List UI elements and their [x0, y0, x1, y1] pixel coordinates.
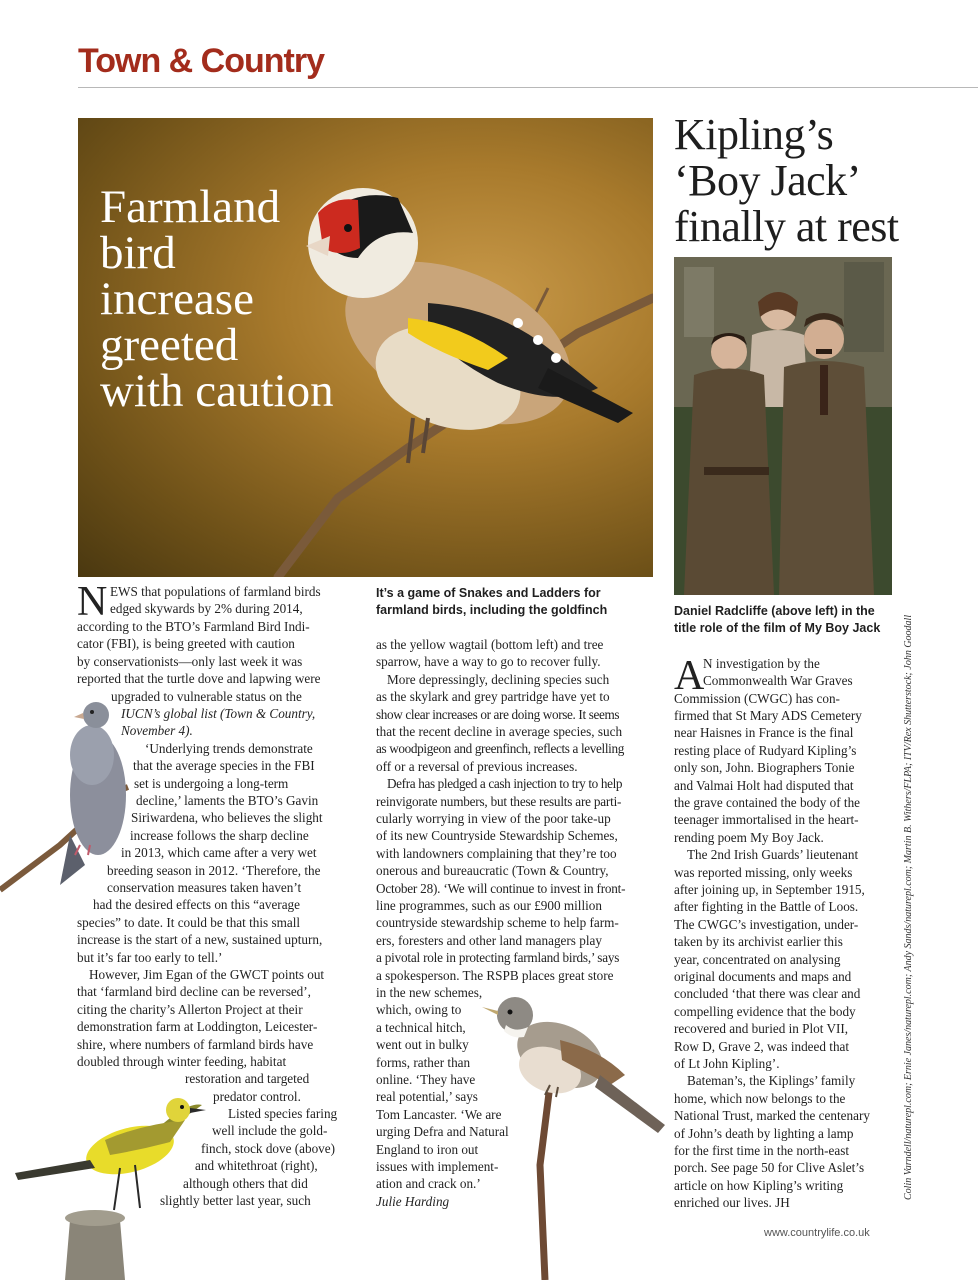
body-line: only son, John. Biographers Tonie	[674, 760, 855, 775]
body-line: slightly better last year, such	[160, 1193, 311, 1208]
body-line: for the first time in the north-east	[674, 1143, 850, 1158]
side-headline-line: Kipling’s	[674, 110, 834, 159]
body-line: of Lt John Kipling’.	[674, 1056, 780, 1071]
body-line: show clear increases or are doing worse. It seems	[376, 707, 620, 722]
body-line: sparrow, have a way to go to recover fully.	[376, 654, 601, 669]
body-line: Tom Lancaster. ‘We are	[376, 1107, 502, 1122]
body-line: a spokesperson. The RSPB places great store	[376, 968, 614, 983]
body-line: IUCN’s global list (Town & Country,	[121, 706, 316, 721]
body-line: set is undergoing a long-term	[134, 776, 289, 791]
body-line: issues with implement-	[376, 1159, 499, 1174]
main-headline-line: bird	[100, 227, 176, 279]
body-line: enriched our lives. JH	[674, 1195, 790, 1210]
body-line: as the yellow wagtail (bottom left) and tree	[376, 637, 604, 652]
body-line: which, owing to	[376, 1002, 462, 1017]
body-line: of John’s death by lighting a lamp	[674, 1126, 854, 1141]
body-line: original documents and maps and	[674, 969, 852, 984]
main-headline-line: with caution	[100, 365, 334, 417]
body-line: porch. See page 50 for Clive Aslet’s	[674, 1160, 865, 1175]
body-line: in the new schemes,	[376, 985, 483, 1000]
body-line: The CWGC’s investigation, under-	[674, 917, 859, 932]
body-line: However, Jim Egan of the GWCT points out	[89, 967, 325, 982]
body-line: the grave contained the body of the	[674, 795, 861, 810]
whitethroat-illustration	[480, 985, 670, 1280]
body-line: line programmes, such as our £900 million	[376, 898, 602, 913]
body-line: teenager immortalised in the heart-	[674, 812, 859, 827]
body-line: after fighting in the Battle of Loos.	[674, 899, 859, 914]
body-line: after joining up, in September 1915,	[674, 882, 865, 897]
body-line: a technical hitch,	[376, 1020, 466, 1035]
body-line: near Haisnes in France is the final	[674, 725, 854, 740]
body-line: and whitethroat (right),	[195, 1158, 318, 1173]
photo-credits: Colin Varndell/naturepl.com; Ernie Janes/naturepl.com; Andy Sands/naturepl.com; Martin B. Withers/FLPA; ITV/Rex Shutterstock; John Goodall	[903, 614, 914, 1200]
body-line: taken by its archivist earlier this	[674, 934, 843, 949]
body-line: shire, where numbers of farmland birds have	[77, 1037, 314, 1052]
body-line: conservation measures taken haven’t	[107, 880, 302, 895]
body-line: National Trust, marked the centenary	[674, 1108, 870, 1123]
side-headline	[674, 112, 934, 250]
body-line: breeding season in 2012. ‘Therefore, the	[107, 863, 321, 878]
body-line: Listed species faring	[228, 1106, 338, 1121]
body-line: Row D, Grave 2, was indeed that	[674, 1039, 850, 1054]
body-line: was reported missing, only weeks	[674, 865, 853, 880]
body-line: reinvigorate numbers, but these results are parti-	[376, 794, 622, 809]
caption-line: farmland birds, including the goldfinch	[376, 603, 608, 617]
film-still-illustration	[674, 257, 892, 595]
body-line: edged skywards by 2% during 2014,	[110, 601, 303, 616]
body-line: restoration and targeted	[185, 1071, 310, 1086]
caption-line: title role of the film of My Boy Jack	[674, 621, 881, 635]
body-line: real potential,’ says	[376, 1089, 478, 1104]
body-line: had the desired effects on this “average	[93, 897, 301, 912]
body-line: online. ‘They have	[376, 1072, 476, 1087]
main-headline-line: increase	[100, 273, 254, 325]
body-line: cularly worrying in view of the poor take-up	[376, 811, 611, 826]
main-headline	[100, 181, 420, 417]
drop-cap: N	[77, 579, 108, 625]
body-line: Defra has pledged a cash injection to try to help	[387, 776, 623, 791]
caption-line: Daniel Radcliffe (above left) in the	[674, 604, 875, 618]
body-line: ation and crack on.’	[376, 1176, 481, 1191]
main-headline-line: greeted	[100, 319, 239, 371]
body-line: cator (FBI), is being greeted with caution	[77, 636, 295, 651]
body-line: citing the charity’s Allerton Project at their	[77, 1002, 303, 1017]
body-line: firmed that St Mary ADS Cemetery	[674, 708, 862, 723]
body-line: The 2nd Irish Guards’ lieutenant	[687, 847, 859, 862]
body-line: More depressingly, declining species such	[387, 672, 610, 687]
body-line: urging Defra and Natural	[376, 1124, 509, 1139]
body-line: reported that the turtle dove and lapwing were	[77, 671, 321, 686]
body-line: by conservationists—only last week it was	[77, 654, 303, 669]
body-line: species” to date. It could be that this small	[77, 915, 301, 930]
body-line: and Valmai Holt had disputed that	[674, 778, 854, 793]
body-line: a pivotal role in protecting farmland birds,’ says	[376, 950, 620, 965]
body-line: article on how Kipling’s writing	[674, 1178, 844, 1193]
body-line: EWS that populations of farmland birds	[110, 584, 321, 599]
main-headline-line: Farmland	[100, 181, 281, 233]
body-line: with landowners complaining that they’re too	[376, 846, 617, 861]
body-line: Bateman’s, the Kiplings’ family	[687, 1073, 856, 1088]
body-line: resting place of Rudyard Kipling’s	[674, 743, 857, 758]
body-line: as the skylark and grey partridge have yet to	[376, 689, 610, 704]
body-line: that the recent decline in average species, such	[376, 724, 623, 739]
body-line: October 28). ‘We will continue to invest in front-	[376, 881, 626, 896]
body-line: that the average species in the FBI	[133, 758, 315, 773]
body-line: ers, foresters and other land managers play	[376, 933, 602, 948]
caption-line: It’s a game of Snakes and Ladders for	[376, 586, 601, 600]
body-line: predator control.	[213, 1089, 301, 1104]
body-line: increase follows the sharp decline	[130, 828, 309, 843]
stock-dove-illustration	[0, 695, 130, 900]
body-line: finch, stock dove (above)	[201, 1141, 336, 1156]
body-line: ‘Underlying trends demonstrate	[145, 741, 313, 756]
body-line: off or a reversal of previous increases.	[376, 759, 578, 774]
body-line: countryside stewardship scheme to help farm-	[376, 915, 619, 930]
body-line: N investigation by the	[703, 656, 820, 671]
body-line: of its new Countryside Stewardship Schemes,	[376, 828, 618, 843]
body-line: home, which now belongs to the	[674, 1091, 846, 1106]
body-line: Commonwealth War Graves	[703, 673, 853, 688]
body-line: that ‘farmland bird decline can be reversed’,	[77, 984, 311, 999]
goldfinch-photo	[78, 118, 653, 577]
byline: Julie Harding	[376, 1194, 450, 1209]
body-line: onerous and bureaucratic (Town & Country,	[376, 863, 609, 878]
body-line: recovered and buried in Plot VII,	[674, 1021, 849, 1036]
header-divider	[78, 87, 978, 88]
body-line: according to the BTO’s Farmland Bird Indi-	[77, 619, 310, 634]
body-line: in 2013, which came after a very wet	[121, 845, 317, 860]
side-headline-line: finally at rest	[674, 202, 899, 251]
body-line: Commission (CWGC) has con-	[674, 691, 840, 706]
body-line: although others that did	[183, 1176, 308, 1191]
body-line: rending poem My Boy Jack.	[674, 830, 824, 845]
body-line: doubled through winter feeding, habitat	[77, 1054, 287, 1069]
body-line: went out in bulky	[376, 1037, 469, 1052]
my-boy-jack-photo	[674, 257, 892, 595]
body-line: Siriwardena, who believes the slight	[131, 810, 323, 825]
body-line: increase is the start of a new, sustained upturn,	[77, 932, 323, 947]
body-line: decline,’ laments the BTO’s Gavin	[136, 793, 319, 808]
body-line: demonstration farm at Loddington, Leicester-	[77, 1019, 318, 1034]
body-line: concluded ‘that there was clear and	[674, 986, 861, 1001]
body-line: well include the gold-	[212, 1123, 328, 1138]
footer-url[interactable]: www.countrylife.co.uk	[764, 1227, 870, 1239]
body-line: November 4).	[121, 723, 193, 738]
body-line: England to iron out	[376, 1142, 479, 1157]
yellow-wagtail-illustration	[10, 1080, 210, 1280]
section-title: Town & Country	[78, 42, 324, 80]
photo-caption	[674, 603, 904, 637]
body-line: compelling evidence that the body	[674, 1004, 856, 1019]
body-line: forms, rather than	[376, 1055, 471, 1070]
body-line: as woodpigeon and greenfinch, reflects a levelling	[376, 741, 624, 756]
drop-cap: A	[674, 653, 705, 699]
body-line: upgraded to vulnerable status on the	[111, 689, 302, 704]
body-line: but it’s far too early to tell.’	[77, 950, 223, 965]
side-headline-line: ‘Boy Jack’	[674, 156, 861, 205]
goldfinch-caption	[376, 585, 638, 619]
body-line: year, concentrated on analysing	[674, 952, 841, 967]
